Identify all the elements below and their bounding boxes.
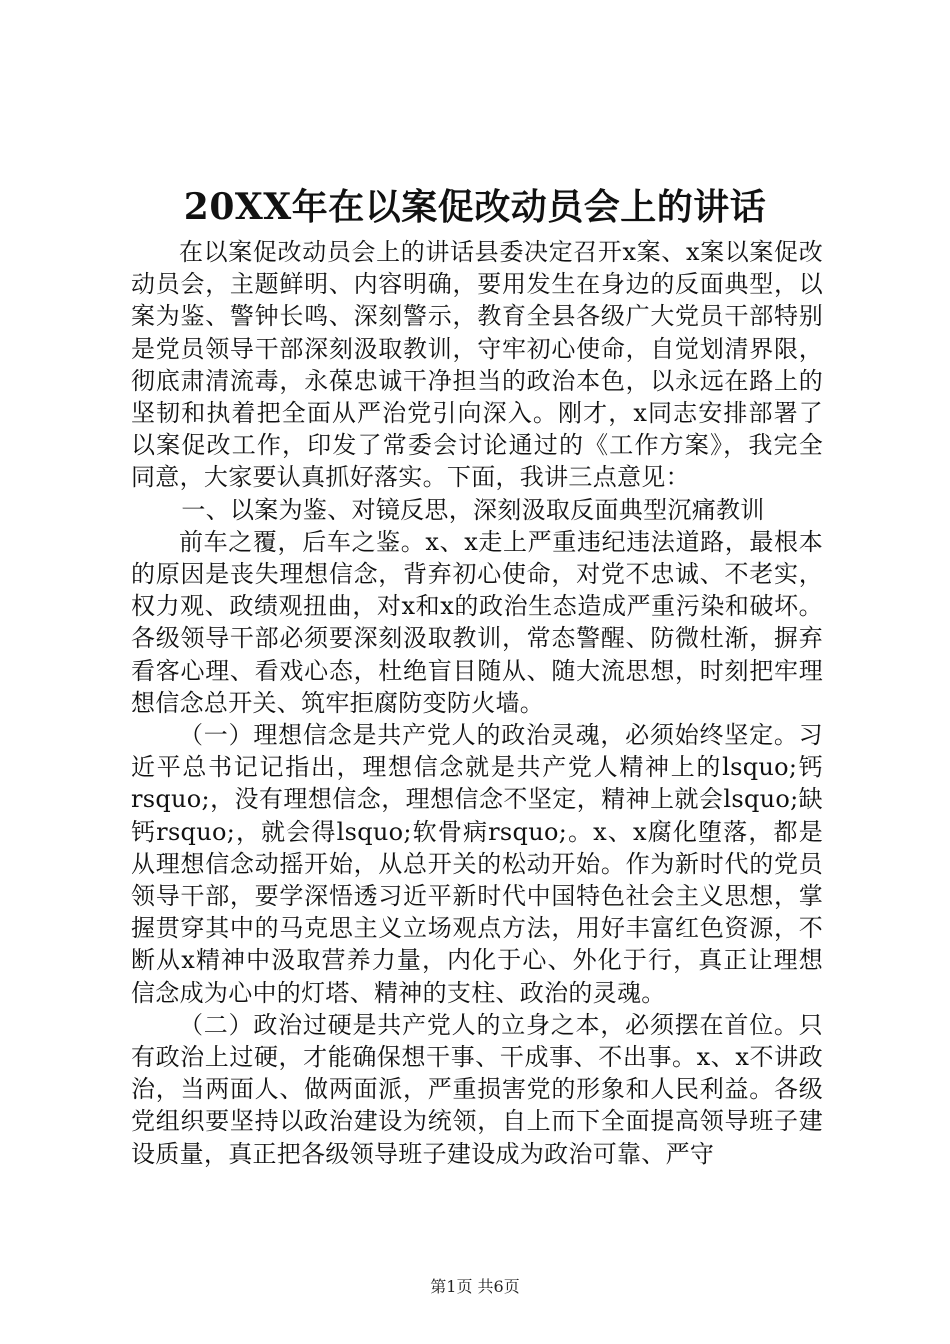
paragraph-subsection-1: （一）理想信念是共产党人的政治灵魂，必须始终坚定。习近平总书记记指出，理想信念就是共产党人精神上的lsquo;钙rsquo;，没有理想信念，理想信念不坚定，精神上就会lsquo;缺钙rsquo;，就会得lsquo;软骨病rsquo;。x、x腐化堕落，都是从理想信念动摇开始，从总开关的松动开始。作为新时代的党员领导干部，要学深悟透习近平新时代中国特色社会主义思想，掌握贯穿其中的马克思主义立场观点方法，用好丰富红色资源，不断从x精神中汲取营养力量，内化于心、外化于行，真正让理想信念成为心中的灯塔、精神的支柱、政治的灵魂。 [131, 721, 823, 1007]
paragraph-lesson: 前车之覆，后车之鉴。x、x走上严重违纪违法道路，最根本的原因是丧失理想信念，背弃初心使命，对党不忠诚、不老实，权力观、政绩观扭曲，对x和x的政治生态造成严重污染和破坏。各级领导干部必须要深刻汲取教训，常态警醒、防微杜渐，摒弃看客心理、看戏心态，杜绝盲目随从、随大流思想，时刻把牢理想信念总开关、筑牢拒腐防变防火墙。 [131, 527, 823, 717]
page-number-footer: 第1页 共6页 [430, 1277, 520, 1296]
document-title: 20XX年在以案促改动员会上的讲话 [183, 186, 767, 228]
section-heading-1: 一、以案为鉴、对镜反思，深刻汲取反面典型沉痛教训 [181, 495, 765, 524]
paragraph-intro: 在以案促改动员会上的讲话县委决定召开x案、x案以案促改动员会，主题鲜明、内容明确，要用发生在身边的反面典型，以案为鉴、警钟长鸣、深刻警示，教育全县各级广大党员干部特别是党员领导干部深刻汲取教训，守牢初心使命，自觉划清界限，彻底肃清流毒，永葆忠诚干净担当的政治本色，以永远在路上的坚韧和执着把全面从严治党引向深入。刚才，x同志安排部署了以案促改工作，印发了常委会讨论通过的《工作方案》，我完全同意，大家要认真抓好落实。下面，我讲三点意见： [131, 238, 823, 492]
paragraph-subsection-2: （二）政治过硬是共产党人的立身之本，必须摆在首位。只有政治上过硬，才能确保想干事、干成事、不出事。x、x不讲政治，当两面人、做两面派，严重损害党的形象和人民利益。各级党组织要坚持以政治建设为统领，自上而下全面提高领导班子建设质量，真正把各级领导班子建设成为政治可靠、严守 [131, 1010, 823, 1168]
document-body [131, 236, 823, 1170]
